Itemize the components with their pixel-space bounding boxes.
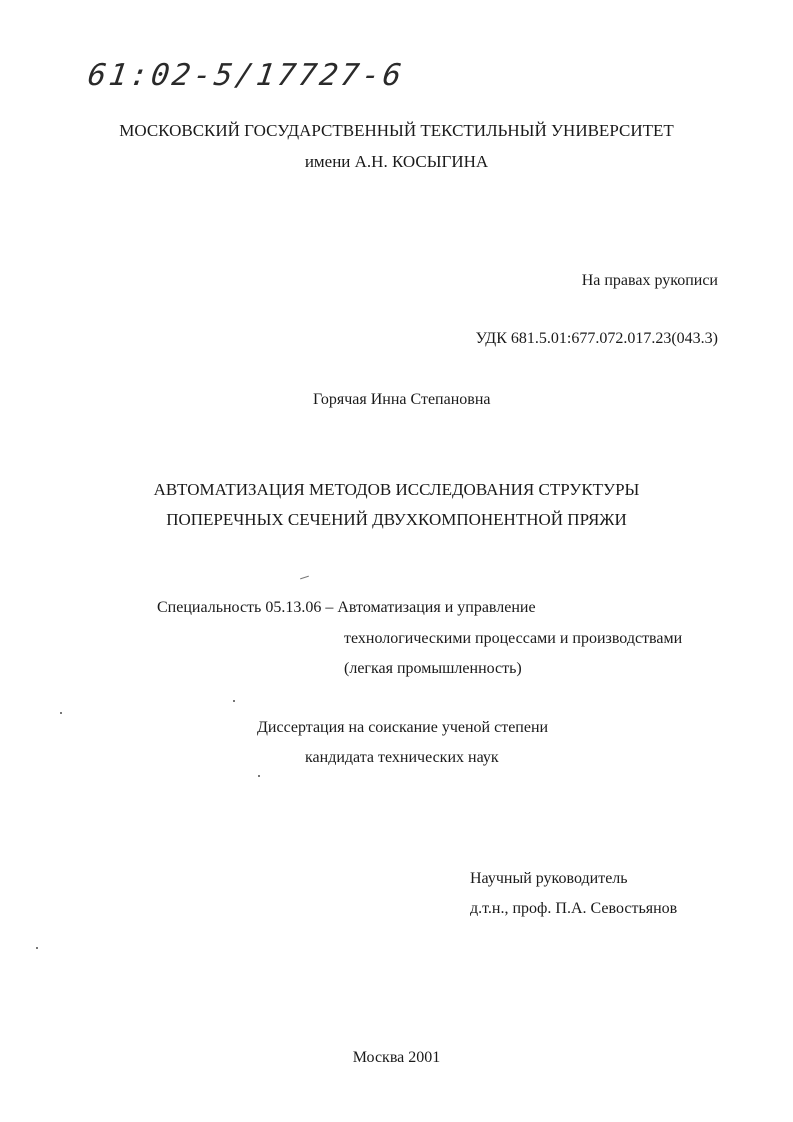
advisor-name: д.т.н., проф. П.А. Севостьянов: [470, 900, 678, 917]
scan-speck: [233, 700, 235, 702]
university-dedication: имени А.Н. КОСЫГИНА: [304, 152, 489, 171]
degree-line-1: Диссертация на соискание ученой степени: [257, 719, 549, 736]
author-name: Горячая Инна Степановна: [313, 391, 491, 408]
place-and-year: Москва 2001: [352, 1049, 441, 1066]
degree-line-2: кандидата технических наук: [305, 749, 499, 766]
specialty-line-1: Специальность 05.13.06 – Автоматизация и управление: [157, 599, 536, 616]
scan-speck: [36, 947, 38, 949]
scan-speck: [258, 775, 260, 777]
udk-code: УДК 681.5.01:677.072.017.23(043.3): [475, 330, 718, 347]
specialty-line-2: технологическими процессами и производствами: [344, 630, 683, 647]
rights-note: На правах рукописи: [581, 272, 718, 289]
specialty-line-3: (легкая промышленность): [344, 660, 522, 677]
thesis-title-line-1: АВТОМАТИЗАЦИЯ МЕТОДОВ ИССЛЕДОВАНИЯ СТРУКТУРЫ: [153, 480, 640, 499]
advisor-label: Научный руководитель: [470, 870, 628, 887]
scan-speck: [60, 712, 62, 714]
archive-number-handwritten: 61:02-5/17727-6: [85, 58, 407, 93]
university-name: МОСКОВСКИЙ ГОСУДАРСТВЕННЫЙ ТЕКСТИЛЬНЫЙ УНИВЕРСИТЕТ: [119, 121, 674, 140]
thesis-title-line-2: ПОПЕРЕЧНЫХ СЕЧЕНИЙ ДВУХКОМПОНЕНТНОЙ ПРЯЖИ: [166, 510, 627, 529]
scan-speck: [300, 576, 309, 580]
